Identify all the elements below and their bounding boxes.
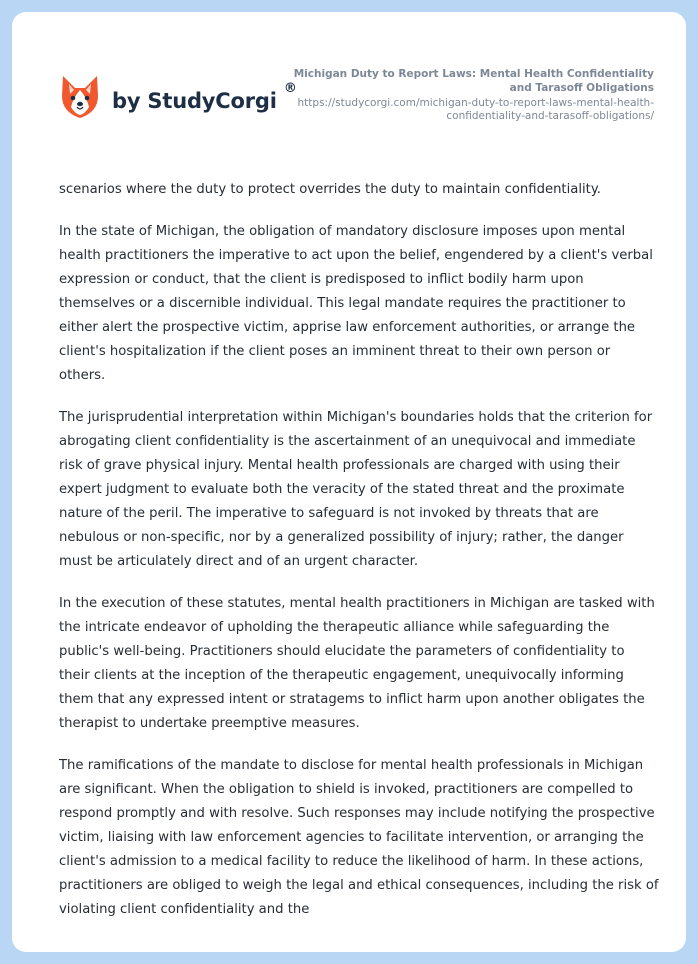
brand-label: by StudyCorgi bbox=[112, 89, 277, 113]
paragraph: In the state of Michigan, the obligation of mandatory disclosure imposes upon mental health practitioners the imperative to act upon the belief, engendered by a client's verbal expression or conduct, that the client is predisposed to inflict bodily harm upon themselves or a discernible individual. This legal mandate requires the practitioner to either alert the prospective victim, apprise law enforcement authorities, or arrange the client's hospitalization if the client poses an imminent threat to their own person or others. bbox=[59, 224, 653, 383]
document-title: Michigan Duty to Report Laws: Mental Health Confidentiality and Tarasoff Obligations bbox=[293, 68, 654, 94]
document-page bbox=[12, 12, 686, 952]
paragraph: In the execution of these statutes, mental health practitioners in Michigan are tasked with the intricate endeavor of upholding the therapeutic alliance while safeguarding the public's well-being. Practitioners should elucidate the parameters of confidentiality to their clients at the inception of the therapeutic engagement, unequivocally informing them that any expressed intent or stratagems to inflict harm upon another obligates the therapist to undertake preemptive measures. bbox=[59, 596, 655, 731]
document-body bbox=[59, 178, 659, 940]
document-url[interactable]: https://studycorgi.com/michigan-duty-to-report-laws-mental-health-confidentiality-and-tarasoff-obligations/ bbox=[297, 97, 654, 122]
registered-mark: ® bbox=[283, 81, 297, 96]
document-meta bbox=[274, 67, 654, 123]
corgi-icon bbox=[60, 74, 100, 120]
paragraph: scenarios where the duty to protect overrides the duty to maintain confidentiality. bbox=[59, 182, 601, 197]
paragraph: The ramifications of the mandate to disclose for mental health professionals in Michigan are significant. When the obligation to shield is invoked, practitioners are compelled to respond promptly and with resolve. Such responses may include notifying the prospective victim, liaising with law enforcement agencies to facilitate intervention, or arranging the client's admission to a medical facility to reduce the likelihood of harm. In these actions, practitioners are obliged to weigh the legal and ethical consequences, including the risk of violating client confidentiality and the bbox=[59, 758, 659, 917]
brand-name bbox=[112, 81, 297, 113]
page-header bbox=[12, 12, 686, 152]
studycorgi-logo[interactable] bbox=[60, 74, 297, 120]
paragraph: The jurisprudential interpretation within Michigan's boundaries holds that the criterion for abrogating client confidentiality is the ascertainment of an unequivocal and immediate risk of grave physical injury. Mental health professionals are charged with using their expert judgment to evaluate both the veracity of the stated threat and the proximate nature of the peril. The imperative to safeguard is not invoked by threats that are nebulous or non-specific, nor by a generalized possibility of injury; rather, the danger must be articulately direct and of an urgent character. bbox=[59, 410, 653, 569]
